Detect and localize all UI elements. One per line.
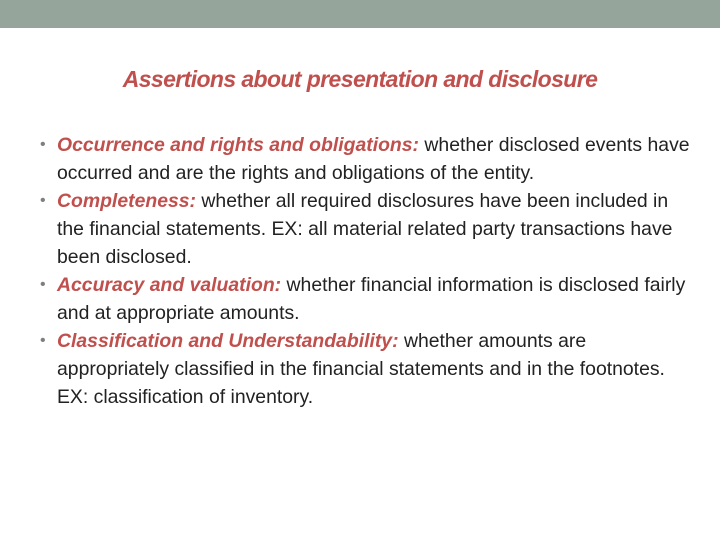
bullet-list (40, 131, 700, 411)
bullet-term: Occurrence and rights and obligations: (57, 134, 420, 156)
bullet-completeness (40, 187, 700, 271)
bullet-dot-icon: • (40, 136, 46, 153)
bullet-dot-icon: • (40, 192, 46, 209)
slide-title: Assertions about presentation and disclosure (122, 66, 598, 92)
bullet-text: whether amounts are appropriately classified in the financial statements and in the footnotes. EX: classification of inventory. (57, 330, 665, 408)
bullet-text: whether disclosed events have occurred and are the rights and obligations of the entity. (57, 134, 690, 184)
bullet-term: Accuracy and valuation: (57, 274, 282, 296)
bullet-occurrence (40, 131, 700, 187)
bullet-dot-icon: • (40, 276, 46, 293)
bullet-text: whether financial information is disclosed fairly and at appropriate amounts. (57, 274, 686, 324)
bullet-term: Completeness: (57, 190, 197, 212)
bullet-text: whether all required disclosures have been included in the financial statements. EX: all material related party transactions have been disclosed. (57, 190, 673, 268)
bullet-classification (40, 327, 700, 411)
slide-top-bar (0, 0, 720, 28)
bullet-term: Classification and Understandability: (57, 330, 399, 352)
bullet-accuracy (40, 271, 700, 327)
bullet-dot-icon: • (40, 332, 46, 349)
